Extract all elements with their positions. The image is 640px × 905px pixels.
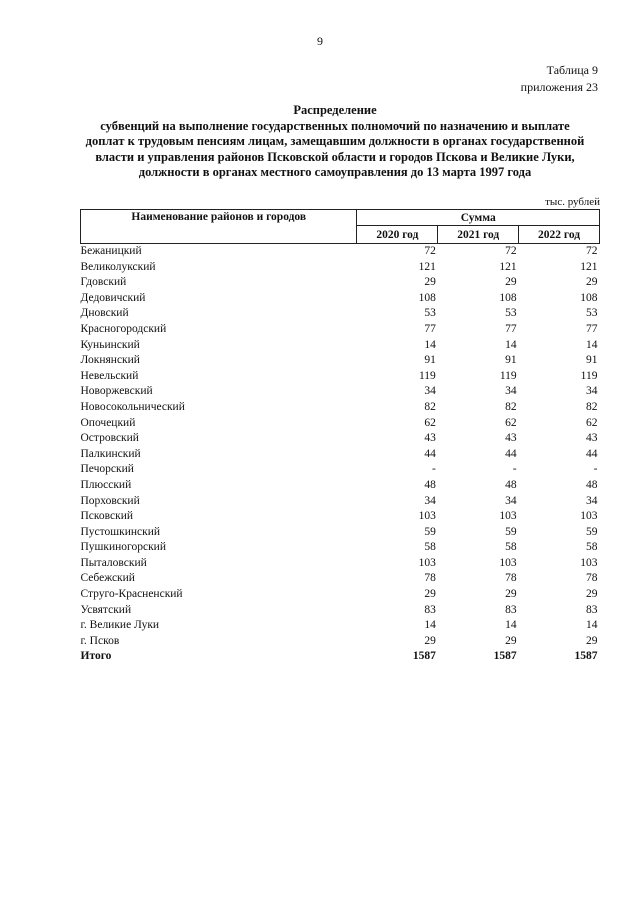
amount-cell-2021: 53: [505, 307, 517, 320]
amount-cell-2022: 72: [586, 245, 598, 257]
table-row: [81, 353, 600, 369]
amount-cell-2022: 121: [580, 260, 598, 273]
amount-cell-2020: -: [431, 463, 436, 476]
amount-cell-2022: 14: [586, 619, 598, 632]
district-name: Пушкиногорский: [80, 541, 166, 554]
table-row: [81, 338, 600, 354]
column-header-name: Наименование районов и городов: [81, 210, 357, 244]
amount-cell-2022: 44: [586, 447, 598, 460]
district-name: Островский: [80, 432, 139, 445]
title-heading: Распределение: [293, 103, 377, 117]
amount-cell-2021: 83: [505, 603, 517, 616]
amount-cell-2022: 29: [586, 276, 598, 289]
amount-cell-2022: 62: [586, 416, 598, 429]
amount-cell-2021: 29: [505, 276, 517, 289]
amount-cell-2020: 78: [424, 572, 436, 585]
district-name: Плюсский: [80, 478, 132, 491]
district-name: Куньинский: [80, 338, 140, 351]
amount-cell-2021: 14: [505, 619, 517, 632]
district-name: Новосокольнический: [80, 400, 185, 413]
district-name: Усвятский: [80, 603, 132, 616]
amount-cell-2022: 29: [586, 634, 598, 647]
amount-cell-2021: 43: [505, 432, 517, 445]
table-row: [81, 431, 600, 447]
amount-cell-2020: 91: [424, 354, 436, 367]
amount-cell-2021: 91: [505, 354, 517, 367]
amount-cell-2021: 14: [505, 338, 517, 351]
amount-cell-2022: 34: [586, 494, 598, 507]
amount-cell-2020: 29: [424, 588, 436, 601]
amount-cell-2022: 43: [586, 432, 598, 445]
amount-cell-2022: 108: [580, 291, 598, 304]
table-row: [81, 306, 600, 322]
table-row: [81, 400, 600, 416]
amount-cell-2022: 58: [586, 541, 598, 554]
column-header-year-2021: 2021 год: [438, 226, 519, 244]
amount-cell-2020: 108: [418, 291, 436, 304]
amount-cell-2020: 29: [424, 634, 436, 647]
amount-cell-2021: 34: [505, 494, 517, 507]
district-name: Итого: [80, 650, 112, 663]
table-row: [81, 634, 600, 650]
amount-cell-2021: 82: [505, 400, 517, 413]
amount-cell-2020: 121: [418, 260, 436, 273]
amount-cell-2020: 59: [424, 525, 436, 538]
district-name: Локнянский: [80, 354, 140, 367]
amount-cell-2020: 103: [418, 556, 436, 569]
amount-cell-2020: 72: [424, 245, 436, 257]
title-line-4: должности в органах местного самоуправления до 13 марта 1997 года: [138, 165, 532, 179]
amount-cell-2021: 29: [505, 588, 517, 601]
amount-cell-2021: 77: [505, 322, 517, 335]
district-name: Печорский: [80, 463, 134, 476]
table-row: [81, 447, 600, 463]
amount-cell-2020: 77: [424, 322, 436, 335]
table-row: [81, 291, 600, 307]
amount-cell-2020: 53: [424, 307, 436, 320]
table-row: [81, 571, 600, 587]
district-name: г. Псков: [80, 634, 120, 647]
amount-cell-2020: 29: [424, 276, 436, 289]
table-row: [81, 525, 600, 541]
district-name: Порховский: [80, 494, 140, 507]
amount-cell-2021: -: [512, 463, 517, 476]
amount-cell-2021: 103: [499, 556, 517, 569]
district-name: Себежский: [80, 572, 135, 585]
amount-cell-2021: 108: [499, 291, 517, 304]
title-line-2: доплат к трудовым пенсиям лицам, замещавшим должности в органах государственной: [85, 134, 585, 148]
amount-cell-2021: 1587: [493, 650, 517, 663]
amount-cell-2020: 34: [424, 385, 436, 398]
amount-cell-2020: 14: [424, 338, 436, 351]
table-row: [81, 322, 600, 338]
district-name: Дновский: [80, 307, 129, 320]
amount-cell-2020: 44: [424, 447, 436, 460]
table-row: [81, 384, 600, 400]
table-row: [81, 416, 600, 432]
district-name: г. Великие Луки: [80, 619, 160, 632]
amount-cell-2020: 48: [424, 478, 436, 491]
table-header: [81, 210, 600, 244]
amount-cell-2020: 58: [424, 541, 436, 554]
table-row: [81, 244, 600, 260]
amount-cell-2021: 44: [505, 447, 517, 460]
amount-cell-2022: 119: [580, 369, 598, 382]
amount-cell-2022: 78: [586, 572, 598, 585]
amount-cell-2020: 82: [424, 400, 436, 413]
table-row: [81, 540, 600, 556]
district-name: Псковский: [80, 510, 134, 523]
amount-cell-2021: 72: [505, 245, 517, 257]
amount-cell-2020: 14: [424, 619, 436, 632]
amount-cell-2021: 48: [505, 478, 517, 491]
amount-cell-2022: 82: [586, 400, 598, 413]
amount-cell-2020: 1587: [412, 650, 436, 663]
title-line-1: субвенций на выполнение государственных полномочий по назначению и выплате: [100, 118, 570, 133]
table-row: [81, 478, 600, 494]
amount-cell-2021: 59: [505, 525, 517, 538]
amount-cell-2022: 83: [586, 603, 598, 616]
amount-cell-2020: 103: [418, 510, 436, 523]
district-name: Красногородский: [80, 322, 167, 335]
district-name: Невельский: [80, 369, 139, 382]
header-row-1: [81, 210, 600, 226]
title-line-3: власти и управления районов Псковской области и городов Пскова и Великие Луки,: [95, 149, 575, 164]
column-header-year-2022: 2022 год: [519, 226, 600, 244]
table-row: [81, 275, 600, 291]
amount-cell-2022: 48: [586, 478, 598, 491]
document-title: [70, 103, 600, 181]
column-header-sum: Сумма: [357, 210, 600, 226]
table-row: [81, 260, 600, 276]
table-label: Таблица 9: [546, 63, 598, 77]
district-name: Бежаницкий: [80, 245, 142, 257]
amount-cell-2020: 34: [424, 494, 436, 507]
amount-cell-2020: 119: [418, 369, 436, 382]
amount-cell-2021: 58: [505, 541, 517, 554]
district-name: Новоржевский: [80, 385, 153, 398]
amount-cell-2021: 78: [505, 572, 517, 585]
amount-cell-2022: -: [593, 463, 598, 476]
amount-cell-2022: 77: [586, 322, 598, 335]
district-name: Палкинский: [80, 447, 141, 460]
district-name: Опочецкий: [80, 416, 136, 429]
table-reference: [521, 62, 598, 96]
table-row: [81, 462, 600, 478]
table-row: [81, 587, 600, 603]
page-number: 9: [317, 34, 323, 48]
district-name: Великолукский: [80, 260, 156, 273]
amount-cell-2022: 103: [580, 556, 598, 569]
amount-cell-2021: 119: [499, 369, 517, 382]
amount-cell-2022: 14: [586, 338, 598, 351]
table-row: [81, 603, 600, 619]
distribution-table-wrapper: [80, 209, 600, 665]
amount-cell-2020: 83: [424, 603, 436, 616]
amount-cell-2021: 29: [505, 634, 517, 647]
district-name: Гдовский: [80, 276, 127, 289]
amount-cell-2022: 59: [586, 525, 598, 538]
amount-cell-2021: 62: [505, 416, 517, 429]
district-name: Дедовичский: [80, 291, 146, 304]
district-name: Струго-Красненский: [80, 588, 183, 601]
amount-cell-2022: 29: [586, 588, 598, 601]
table-row: [81, 494, 600, 510]
amount-cell-2022: 53: [586, 307, 598, 320]
column-header-year-2020: 2020 год: [357, 226, 438, 244]
amount-cell-2020: 43: [424, 432, 436, 445]
amount-cell-2021: 121: [499, 260, 517, 273]
table-total-row: [81, 649, 600, 665]
amount-cell-2022: 34: [586, 385, 598, 398]
district-name: Пыталовский: [80, 556, 147, 569]
table-row: [81, 509, 600, 525]
district-name: Пустошкинский: [80, 525, 161, 538]
amount-cell-2021: 34: [505, 385, 517, 398]
amount-cell-2020: 62: [424, 416, 436, 429]
table-body: [81, 244, 600, 666]
appendix-label: приложения 23: [520, 80, 598, 94]
amount-cell-2022: 1587: [574, 650, 598, 663]
distribution-table: [80, 209, 600, 665]
units-label: тыс. рублей: [545, 196, 600, 208]
table-row: [81, 369, 600, 385]
table-row: [81, 556, 600, 572]
table-row: [81, 618, 600, 634]
amount-cell-2022: 91: [586, 354, 598, 367]
amount-cell-2021: 103: [499, 510, 517, 523]
amount-cell-2022: 103: [580, 510, 598, 523]
